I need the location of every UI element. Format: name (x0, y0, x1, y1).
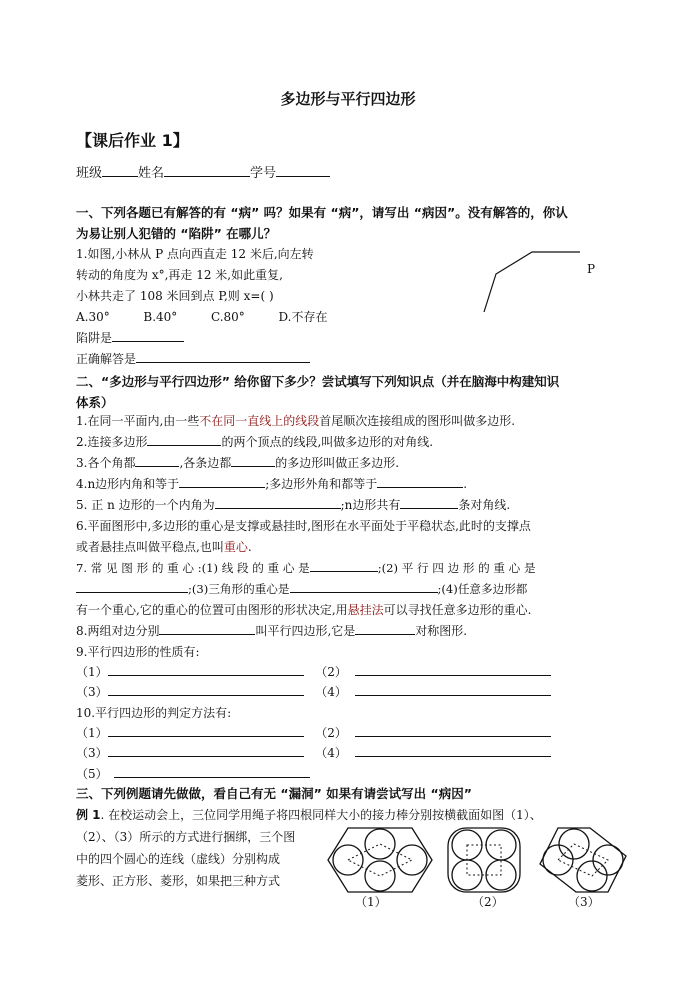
id-blank[interactable] (276, 164, 330, 177)
figure-2-rope (448, 828, 520, 892)
item-10-num-3: （3） (76, 746, 108, 760)
item-7-text-b: ;(2) 平 行 四 边 形 的 重 心 是 (377, 561, 536, 575)
example-text-1: . 在校运动会上，三位同学用绳子将四根同样大小的接力棒分别按横截面如图（1）、 (100, 808, 542, 822)
item-8-blank-2[interactable] (355, 622, 415, 635)
walking-path (484, 252, 580, 312)
figure-1-baton-top (365, 829, 395, 859)
item-6-line2 (76, 538, 252, 555)
answer-line (76, 350, 310, 367)
q1-line1: 1.如图,小林从 P 点向西直走 12 米后,向左转 (76, 247, 314, 261)
option-a[interactable]: A.30° (76, 310, 110, 324)
item-10-row-3 (76, 765, 310, 782)
item-7-text-a: 7. 常 见 图 形 的 重 心 :(1) 线 段 的 重 心 是 (76, 561, 310, 575)
item-7-blank-3[interactable] (290, 580, 438, 593)
option-b[interactable]: B.40° (143, 310, 178, 324)
item-10-blank-4[interactable] (355, 744, 551, 757)
answer-blank[interactable] (136, 350, 310, 363)
q1-line2: 转动的角度为 x°,再走 12 米,如此重复, (76, 268, 283, 282)
item-9-row-1 (76, 663, 551, 680)
name-label: 姓名 (138, 166, 165, 181)
q1-line3: 小林共走了 108 米回到点 P,则 x=( ) (76, 289, 274, 303)
homework-heading: 【课后作业 1】 (76, 131, 189, 150)
item-10-num-1: （1） (76, 726, 108, 740)
item-3-text-a: 3.各个角都 (76, 456, 136, 470)
class-blank[interactable] (102, 164, 138, 177)
item-9-num-1: （1） (76, 665, 108, 679)
item-3-blank-1[interactable] (135, 454, 179, 467)
figure-2-dashed-square (467, 845, 501, 875)
item-5-text-c: 条对角线. (458, 498, 511, 512)
item-7-text-e: 有一个重心,它的重心的位置可由图形的形状决定,用 (76, 603, 348, 617)
item-10-blank-5[interactable] (114, 765, 310, 778)
trap-line (76, 329, 184, 346)
name-blank[interactable] (164, 164, 250, 177)
item-7-text-f: 可以寻找任意多边形的重心. (383, 603, 532, 617)
figure-1-baton-right (397, 845, 427, 875)
item-7-text-d: ;(4)任意多边形都 (437, 582, 528, 596)
item-10-num-4: （4） (315, 746, 347, 760)
item-2-blank[interactable] (147, 433, 221, 446)
example-line1 (76, 806, 542, 823)
item-9-heading: 9.平行四边形的性质有: (76, 645, 200, 659)
item-10-num-2: （2） (315, 726, 347, 740)
figure-3-rhombus-bundle (538, 826, 628, 894)
example-line4: 菱形、正方形、菱形，如果把三种方式 (76, 874, 281, 888)
item-3-text-b: ,各条边都 (179, 456, 232, 470)
item-6-line1: 6.平面图形中,多边形的重心是支撑或悬挂时,图形在水平面处于平稳状态,此时的支撑点 (76, 519, 531, 533)
option-d[interactable]: D.不存在 (278, 310, 328, 324)
figure-3-rope (540, 828, 626, 892)
item-7-blank-2[interactable] (76, 580, 188, 593)
item-8-text-b: 叫平行四边形,它是 (255, 624, 356, 638)
item-7-blank-1[interactable] (310, 559, 378, 572)
section2-heading-line2: 体系） (76, 395, 114, 410)
item-5 (76, 496, 510, 513)
item-10-blank-2[interactable] (355, 724, 551, 737)
item-2-text-b: 的两个顶点的线段,叫做多边形的对角线. (221, 435, 434, 449)
example-line2: （2）、（3）所示的方式进行捆绑，三个图 (76, 830, 296, 844)
point-p-label: P (587, 262, 596, 276)
item-6-text-a: 或者悬挂点叫做平稳点,也叫 (76, 540, 224, 554)
figure-2-label: （2） (472, 895, 504, 909)
item-2-text-a: 2.连接多边形 (76, 435, 148, 449)
example-label: 例 1 (76, 808, 101, 822)
item-1-text-a: 1.在同一平面内,由一些 (76, 414, 200, 428)
item-10-blank-1[interactable] (108, 724, 304, 737)
figure-3-label: （3） (568, 895, 600, 909)
trap-blank[interactable] (112, 329, 184, 342)
item-10-row-2 (76, 744, 551, 761)
item-2 (76, 433, 433, 450)
item-9-num-4: （4） (315, 685, 347, 699)
item-9-num-3: （3） (76, 685, 108, 699)
q1-path-figure (480, 246, 610, 318)
item-7-text-c: ;(3)三角形的重心是 (188, 582, 290, 596)
item-4 (76, 475, 467, 492)
student-info-line (76, 162, 330, 181)
item-10-num-5: （5） (76, 767, 108, 781)
item-4-text-a: 4.n边形内角和等于 (76, 477, 180, 491)
figure-1-rope (328, 828, 432, 892)
section1-heading-line2: 为易让别人犯错的 “陷阱” 在哪儿？ (76, 226, 277, 241)
figure-2-square-bundle (446, 826, 522, 894)
item-9-blank-2[interactable] (355, 663, 551, 676)
figure-1-baton-bottom (365, 861, 395, 891)
item-6-text-b: . (247, 540, 252, 554)
item-5-blank-2[interactable] (400, 496, 458, 509)
item-7-line2 (76, 580, 527, 597)
item-8-text-a: 8.两组对边分别 (76, 624, 160, 638)
item-8 (76, 622, 467, 639)
item-5-blank-1[interactable] (215, 496, 341, 509)
item-4-blank-2[interactable] (377, 475, 463, 488)
section1-heading-line1: 一、下列各题已有解答的有 “病” 吗？如果有 “病”，请写出 “病因”。没有解答的，你认 (76, 205, 568, 220)
item-1 (76, 412, 515, 429)
class-label: 班级 (76, 166, 103, 181)
item-9-blank-4[interactable] (355, 683, 551, 696)
item-10-heading: 10.平行四边形的判定方法有: (76, 706, 232, 720)
figure-3-dashed-rhombus (558, 844, 608, 876)
item-4-text-b: ;多边形外角和都等于 (265, 477, 378, 491)
item-10-row-1 (76, 724, 551, 741)
item-4-blank-1[interactable] (179, 475, 265, 488)
item-1-red-text: 不在同一直线上的线段 (199, 414, 320, 428)
item-3-text-c: 的多边形叫做正多边形. (275, 456, 400, 470)
item-5-text-b: ;n边形共有 (340, 498, 401, 512)
item-9-row-2 (76, 683, 551, 700)
item-3 (76, 454, 399, 471)
q1-options (76, 308, 327, 325)
item-5-text-a: 5. 正 n 边形的一个内角为 (76, 498, 215, 512)
trap-label: 陷阱是 (76, 331, 113, 345)
id-label: 学号 (250, 166, 277, 181)
item-10-blank-3[interactable] (108, 744, 304, 757)
option-c[interactable]: C.80° (210, 310, 245, 324)
item-9-blank-1[interactable] (108, 663, 304, 676)
example-line3: 中的四个圆心的连线（虚线）分别构成 (76, 852, 281, 866)
item-7-line1 (76, 559, 536, 576)
item-7-red-text: 悬挂法 (347, 603, 384, 617)
item-8-blank-1[interactable] (159, 622, 255, 635)
figure-1-rhombus-bundle (326, 826, 434, 894)
item-9-num-2: （2） (315, 665, 347, 679)
item-4-text-c: . (463, 477, 468, 491)
item-1-text-b: 首尾顺次连接组成的图形叫做多边形. (319, 414, 516, 428)
item-7-line3 (76, 601, 531, 618)
item-3-blank-2[interactable] (231, 454, 275, 467)
answer-label: 正确解答是 (76, 352, 137, 366)
item-9-blank-3[interactable] (108, 683, 304, 696)
item-6-red-text: 重心 (223, 540, 248, 554)
section2-heading-line1: 二、“多边形与平行四边形” 给你留下多少？尝试填写下列知识点（并在脑海中构建知识 (76, 374, 560, 389)
figure-1-label: （1） (355, 895, 387, 909)
page-title: 多边形与平行四边形 (280, 90, 416, 108)
item-8-text-c: 对称图形. (415, 624, 468, 638)
section3-heading: 三、下列例题请先做做，看自己有无 “漏洞” 如果有请尝试写出 “病因” (76, 786, 472, 801)
